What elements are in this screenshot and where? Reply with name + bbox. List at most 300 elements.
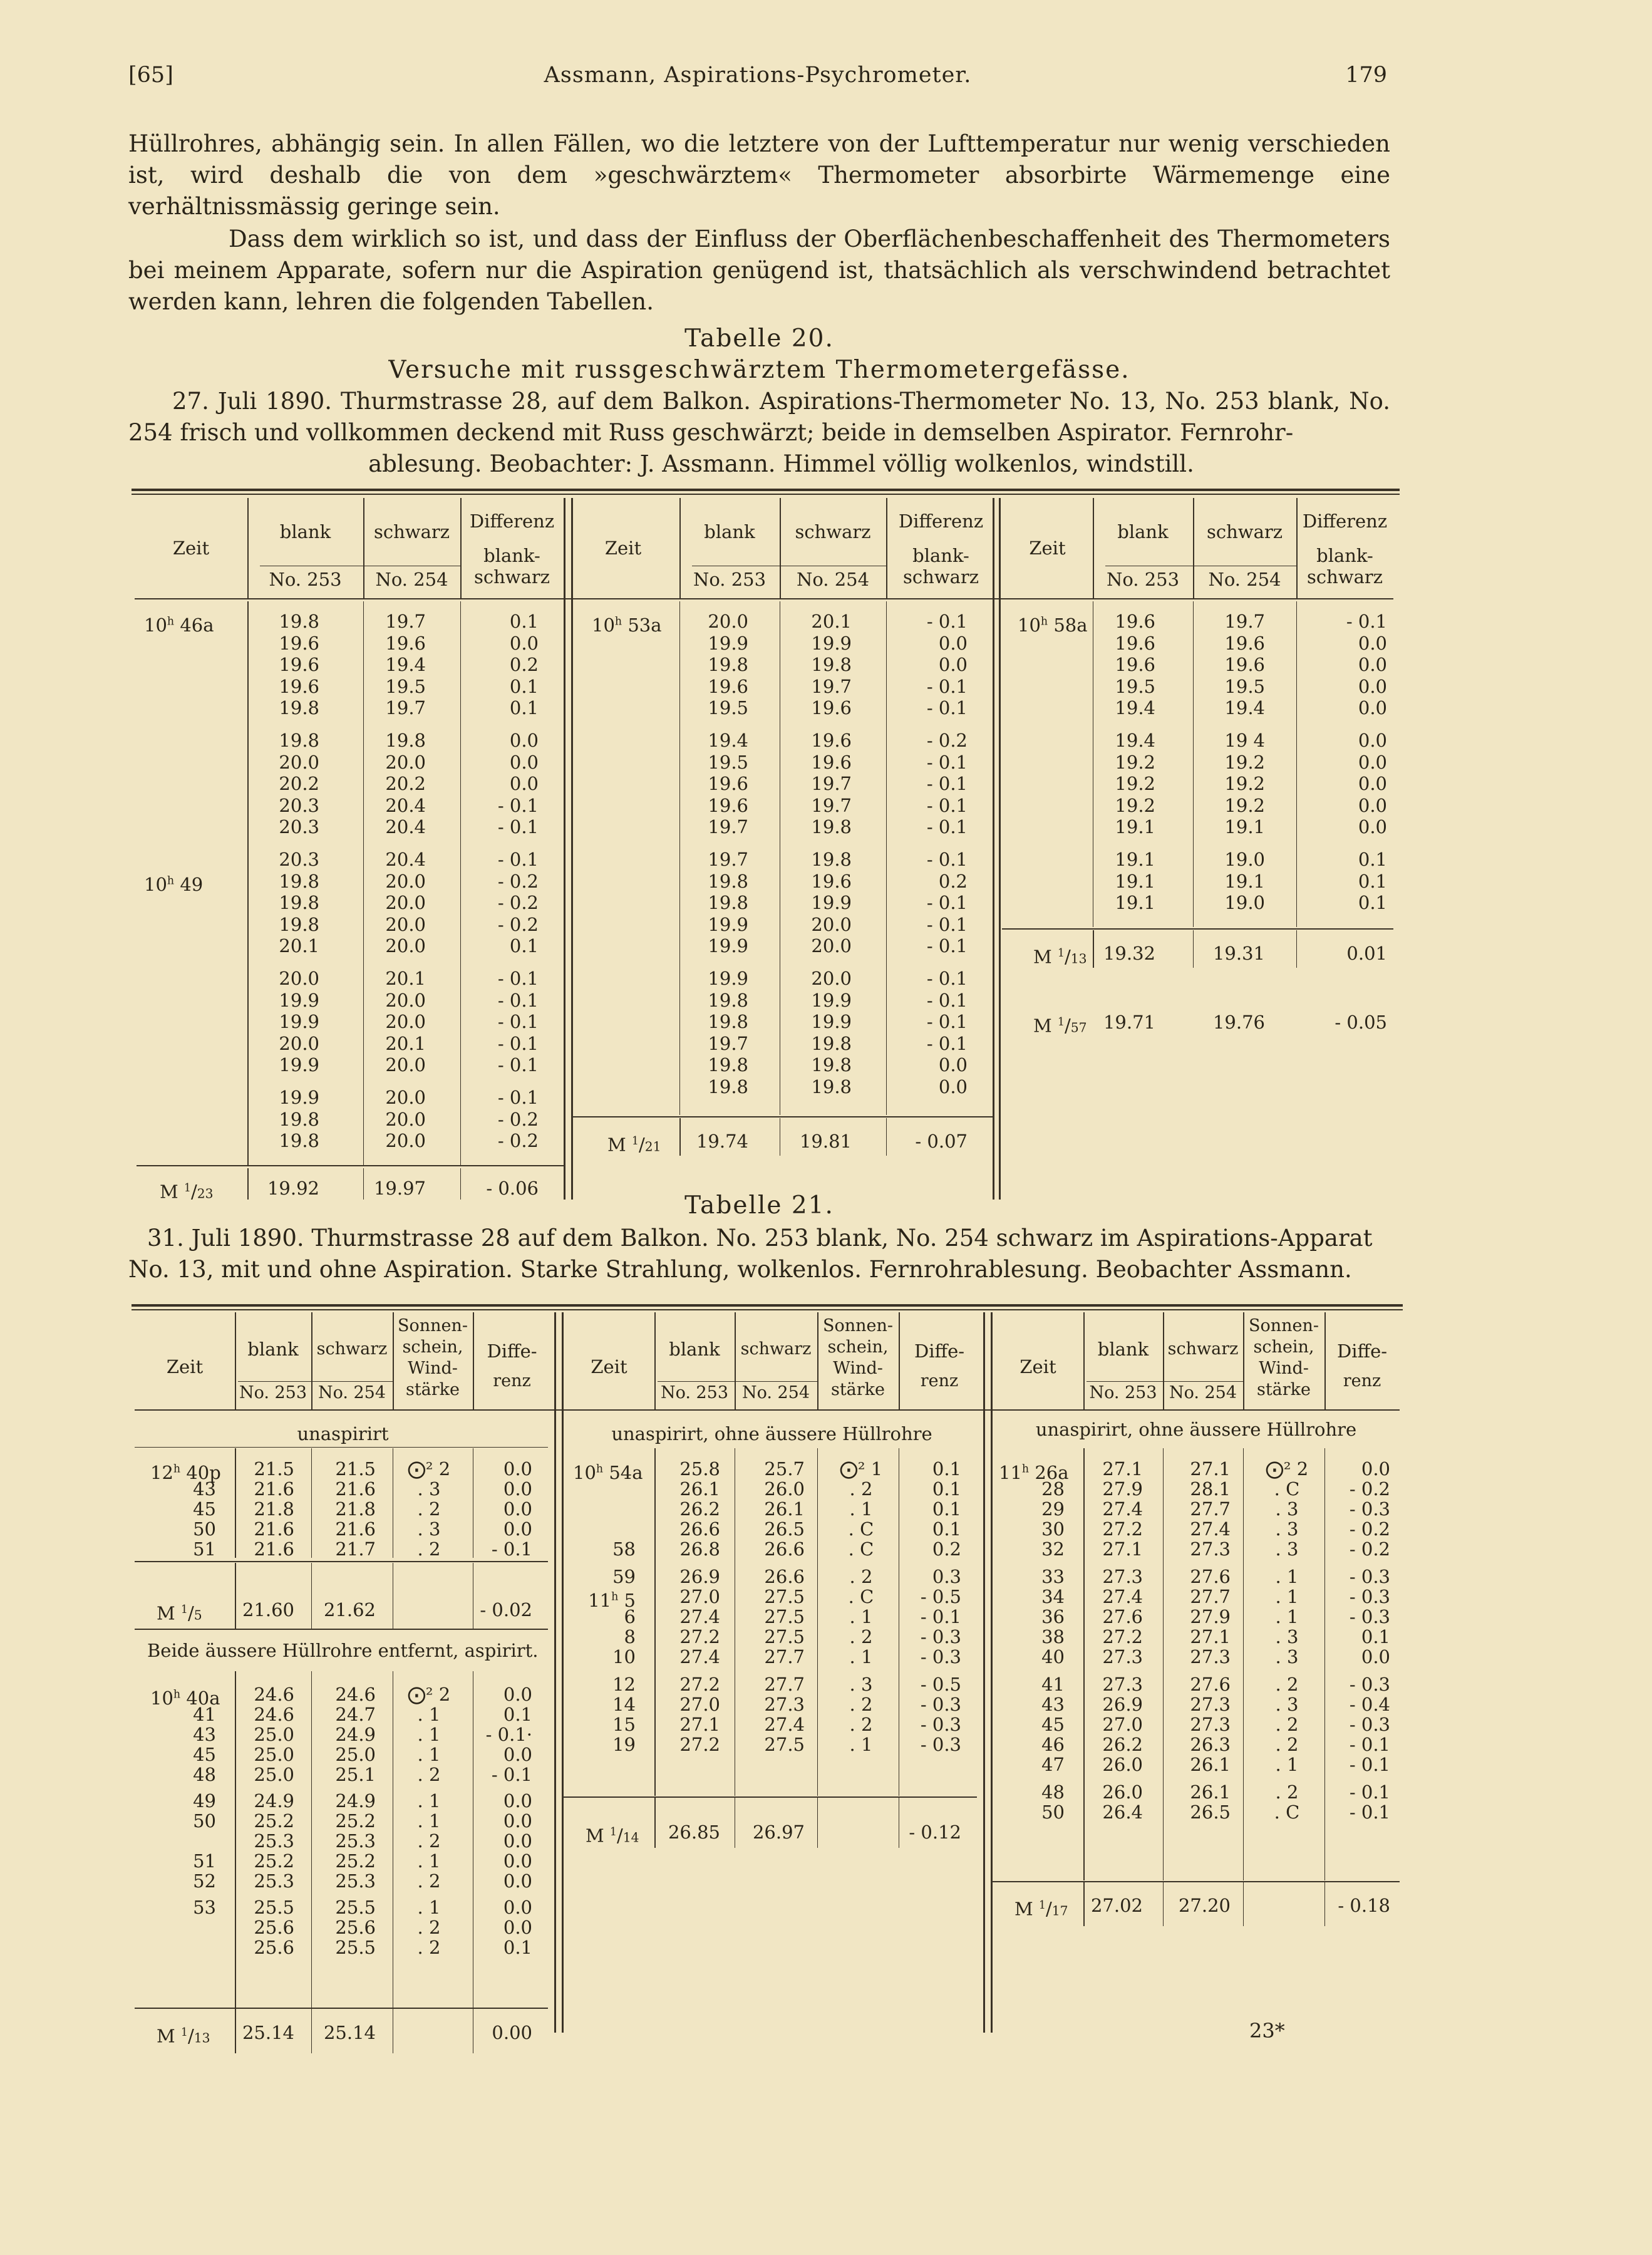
header-renz: renz	[1343, 1371, 1381, 1391]
zeit-cell: 19	[612, 1734, 636, 1755]
schwarz-value: 19.7	[385, 611, 426, 632]
header-renz: renz	[920, 1371, 959, 1391]
differenz-value: 0.0	[938, 632, 968, 654]
blank-value: 19.6	[1115, 611, 1155, 632]
blank-value: 27.2	[679, 1734, 720, 1755]
differenz-value: - 0.1	[926, 849, 968, 870]
differenz-value: - 0.1	[926, 697, 968, 718]
header-zeit: Zeit	[172, 537, 210, 559]
blank-value: 25.0	[254, 1764, 294, 1785]
mean-label: M $^1$/13	[1033, 946, 1087, 968]
zeit-cell: 49	[193, 1790, 216, 1812]
sonnenschein-windstaerke: . 2	[417, 1538, 441, 1560]
schwarz-value: 19.0	[1224, 892, 1265, 913]
differenz-value: - 0.1	[497, 968, 539, 989]
header-sonnen: Sonnen-	[822, 1316, 894, 1335]
mean-differenz: - 0.06	[486, 1178, 539, 1199]
zeit-cell: 46	[1041, 1734, 1065, 1755]
table21-title: Tabelle 21.	[684, 1191, 834, 1220]
column-line	[1083, 1448, 1085, 1880]
blank-value: 27.1	[679, 1714, 720, 1735]
schwarz-value: 27.9	[1190, 1606, 1231, 1627]
blank-value: 26.0	[1102, 1781, 1143, 1803]
schwarz-value: 19.6	[1224, 632, 1265, 654]
header-schwarz-sub: schwarz	[902, 566, 979, 588]
blank-value: 19.5	[1115, 675, 1155, 697]
sonnenschein-windstaerke: . 3	[1275, 1694, 1299, 1715]
blank-value: 21.6	[254, 1478, 294, 1500]
blank-value: 19.6	[1115, 654, 1155, 675]
header-no254: No. 254	[1208, 569, 1281, 590]
schwarz-value: 27.7	[764, 1646, 805, 1667]
rule-line	[564, 1796, 977, 1798]
sonnenschein-windstaerke: . 1	[849, 1646, 873, 1667]
blank-value: 21.8	[254, 1498, 294, 1520]
blank-value: 26.2	[679, 1498, 720, 1520]
column-line	[393, 1312, 394, 1409]
blank-value: 27.3	[1102, 1646, 1143, 1667]
schwarz-value: 26.5	[1190, 1801, 1231, 1823]
blank-value: 25.0	[254, 1744, 294, 1765]
running-title: Assmann, Aspirations-Psychrometer.	[544, 63, 972, 88]
zeit-cell: 51	[193, 1850, 216, 1872]
column-line	[235, 1312, 236, 1409]
differenz-value: - 0.3	[1349, 1606, 1390, 1627]
blank-value: 25.6	[254, 1917, 294, 1938]
sonnenschein-windstaerke: . 2	[1275, 1714, 1299, 1735]
header-schwarz: schwarz	[740, 1339, 812, 1359]
schwarz-value: 19.7	[385, 697, 426, 718]
mean-differenz: - 0.02	[480, 1599, 532, 1620]
schwarz-value: 19.7	[811, 794, 852, 816]
differenz-value: - 0.1	[926, 1032, 968, 1054]
differenz-value: - 0.1	[497, 1054, 539, 1076]
blank-value: 19.6	[279, 654, 319, 675]
table20-subtitle: Versuche mit russgeschwärztem Thermometergefässe.	[388, 356, 1130, 384]
differenz-value: - 0.1	[497, 1032, 539, 1054]
differenz-value: - 0.1	[1346, 611, 1387, 632]
zeit-cell: 10	[612, 1646, 636, 1667]
schwarz-value: 28.1	[1190, 1478, 1231, 1500]
schwarz-value: 19.8	[811, 1054, 852, 1076]
mean-schwarz: 25.14	[323, 2022, 376, 2043]
differenz-value: - 0.1	[926, 773, 968, 794]
column-line	[654, 1448, 656, 1796]
schwarz-value: 19 4	[1224, 730, 1265, 751]
differenz-value: 0.0	[1361, 1458, 1390, 1480]
zeit-cell: 10$^h$ 53a	[592, 614, 662, 636]
differenz-value: - 0.2	[497, 1108, 539, 1130]
header-differenz: Differenz	[469, 511, 555, 532]
differenz-value: - 0.1	[920, 1606, 961, 1627]
schwarz-value: 20.0	[385, 892, 426, 913]
zeit-cell: 45	[193, 1744, 216, 1765]
schwarz-value: 27.7	[1190, 1586, 1231, 1607]
blank-value: 20.3	[279, 849, 319, 870]
header-no253: No. 253	[1106, 569, 1180, 590]
blank-value: 19.5	[708, 751, 748, 773]
zeit-cell: 12	[612, 1674, 636, 1695]
blank-value: 26.9	[1102, 1694, 1143, 1715]
sonnenschein-windstaerke: . 2	[417, 1830, 441, 1852]
rule-line	[135, 2008, 548, 2009]
header-diffe: Diffe-	[1336, 1340, 1388, 1362]
blank-value: 27.3	[1102, 1566, 1143, 1587]
blank-value: 19.9	[708, 632, 748, 654]
table21-caption-last: No. 13, mit und ohne Aspiration. Starke Strahlung, wolkenlos. Fernrohrablesung. Beobachter Assmann.	[128, 1256, 1352, 1283]
schwarz-value: 20.0	[385, 1011, 426, 1032]
blank-value: 27.2	[679, 1674, 720, 1695]
mean-schwarz: 19.31	[1212, 943, 1265, 964]
sonnenschein-windstaerke: . 3	[1275, 1538, 1299, 1560]
rule-line	[993, 1881, 1400, 1882]
schwarz-value: 19.8	[811, 654, 852, 675]
differenz-value: 0.0	[1358, 730, 1387, 751]
sonnenschein-windstaerke: . 3	[1275, 1518, 1299, 1540]
schwarz-value: 25.5	[335, 1897, 376, 1918]
mean-schwarz: 26.97	[752, 1822, 805, 1843]
header-staerke: stärke	[1256, 1380, 1311, 1399]
blank-value: 26.9	[679, 1566, 720, 1587]
schwarz-value: 19.6	[1224, 654, 1265, 675]
schwarz-value: 19.6	[811, 730, 852, 751]
blank-value: 19.9	[279, 1054, 319, 1076]
mean-differenz: - 0.12	[909, 1822, 961, 1843]
blank-value: 24.6	[254, 1704, 294, 1725]
schwarz-value: 26.5	[764, 1518, 805, 1540]
differenz-value: 0.0	[938, 1054, 968, 1076]
header-no253: No. 253	[239, 1383, 307, 1402]
differenz-value: - 0.3	[1349, 1586, 1390, 1607]
header-schwarz: schwarz	[795, 521, 871, 542]
differenz-value: 0.0	[1358, 632, 1387, 654]
differenz-value: 0.0	[503, 1897, 532, 1918]
differenz-value: - 0.2	[497, 913, 539, 935]
differenz-value: 0.1	[509, 611, 539, 632]
blank-value: 19.4	[708, 730, 748, 751]
zeit-cell: 8	[624, 1626, 636, 1647]
header-blank: blank	[1117, 521, 1169, 542]
blank-value: 27.9	[1102, 1478, 1143, 1500]
zeit-cell: 10$^h$ 54a	[573, 1461, 643, 1483]
differenz-value: 0.1	[1358, 892, 1387, 913]
column-line	[235, 1563, 236, 1629]
differenz-value: - 0.2	[1349, 1518, 1390, 1540]
column-line	[1243, 1448, 1244, 1880]
blank-value: 19.7	[708, 849, 748, 870]
sonnenschein-windstaerke: . 1	[417, 1897, 441, 1918]
zeit-cell: 45	[193, 1498, 216, 1520]
column-line	[899, 1312, 900, 1409]
sonnenschein-windstaerke: . 2	[1275, 1674, 1299, 1695]
blank-value: 19.8	[708, 870, 748, 892]
blank-value: 19.8	[279, 913, 319, 935]
blank-value: 20.0	[279, 751, 319, 773]
rule-line	[1087, 1381, 1243, 1382]
differenz-value: 0.0	[509, 751, 539, 773]
mean-label: M $^1$/23	[160, 1181, 214, 1203]
zeit-cell: 41	[193, 1704, 216, 1725]
schwarz-value: 27.5	[764, 1626, 805, 1647]
schwarz-value: 25.5	[335, 1937, 376, 1958]
differenz-value: 0.0	[503, 1810, 532, 1832]
differenz-value: - 0.1	[926, 611, 968, 632]
schwarz-value: 19.8	[811, 816, 852, 837]
blank-value: 27.2	[1102, 1626, 1143, 1647]
differenz-value: - 0.2	[1349, 1478, 1390, 1500]
blank-value: 19.8	[708, 1076, 748, 1097]
rule-line	[238, 1381, 393, 1382]
blank-value: 19.4	[1115, 730, 1155, 751]
differenz-value: 0.0	[503, 1478, 532, 1500]
blank-value: 27.2	[1102, 1518, 1143, 1540]
schwarz-value: 20.0	[385, 1087, 426, 1108]
differenz-value: 0.0	[938, 654, 968, 675]
column-line	[311, 2009, 312, 2053]
zeit-cell: 52	[193, 1870, 216, 1892]
schwarz-value: 27.1	[1190, 1458, 1231, 1480]
sonnenschein-windstaerke: . 1	[849, 1734, 873, 1755]
sonnenschein-windstaerke: . 2	[1275, 1781, 1299, 1803]
blank-value: 19.1	[1115, 816, 1155, 837]
header-blank: blank	[247, 1339, 299, 1360]
differenz-value: - 0.2	[497, 870, 539, 892]
sonnenschein-windstaerke: . 1	[417, 1790, 441, 1812]
sonnenschein-windstaerke: . 1	[1275, 1566, 1299, 1587]
blank-value: 27.4	[679, 1646, 720, 1667]
sonnenschein-windstaerke: . 1	[1275, 1606, 1299, 1627]
differenz-value: 0.2	[932, 1538, 961, 1560]
blank-value: 26.4	[1102, 1801, 1143, 1823]
column-line	[817, 1312, 818, 1409]
blank-value: 24.6	[254, 1684, 294, 1705]
schwarz-value: 19.6	[385, 632, 426, 654]
schwarz-value: 21.6	[335, 1478, 376, 1500]
schwarz-value: 19.5	[1224, 675, 1265, 697]
mean-blank: 21.60	[242, 1599, 294, 1620]
header-zeit: Zeit	[1029, 537, 1066, 559]
zeit-cell: 33	[1041, 1566, 1065, 1587]
differenz-value: - 0.1	[497, 794, 539, 816]
schwarz-value: 19.8	[811, 849, 852, 870]
blank-value: 25.3	[254, 1830, 294, 1852]
blank-value: 26.1	[679, 1478, 720, 1500]
zeit-cell: 47	[1041, 1754, 1065, 1775]
differenz-value: - 0.1	[1349, 1801, 1390, 1823]
differenz-value: - 0.1	[926, 968, 968, 989]
sonnenschein-windstaerke: ⨀² 2	[407, 1684, 451, 1705]
blank-value: 26.8	[679, 1538, 720, 1560]
mean-total-schwarz: 19.76	[1212, 1012, 1265, 1033]
header-zeit: Zeit	[591, 1356, 627, 1377]
sonnenschein-windstaerke: . 3	[1275, 1498, 1299, 1520]
schwarz-value: 27.3	[764, 1694, 805, 1715]
schwarz-value: 21.7	[335, 1538, 376, 1560]
sonnenschein-windstaerke: . 2	[417, 1870, 441, 1892]
schwarz-value: 20.0	[385, 913, 426, 935]
mean-blank: 19.32	[1103, 943, 1155, 964]
differenz-value: - 0.2	[926, 730, 968, 751]
schwarz-value: 19.4	[1224, 697, 1265, 718]
zeit-cell: 34	[1041, 1586, 1065, 1607]
blank-value: 27.3	[1102, 1674, 1143, 1695]
table20-title: Tabelle 20.	[684, 324, 834, 353]
differenz-value: - 0.1	[926, 751, 968, 773]
mean-schwarz: 19.81	[799, 1131, 852, 1152]
differenz-value: - 0.1	[1349, 1754, 1390, 1775]
column-line	[554, 1312, 556, 2033]
header-no254: No. 254	[796, 569, 870, 590]
column-line	[1324, 1448, 1325, 1880]
differenz-value: - 0.1	[926, 935, 968, 956]
schwarz-value: 19.7	[1224, 611, 1265, 632]
table20-caption-last: ablesung. Beobachter: J. Assmann. Himmel völlig wolkenlos, windstill.	[368, 450, 1194, 477]
schwarz-value: 19.2	[1224, 773, 1265, 794]
note-hullrohre-entfernt: Beide äussere Hüllrohre entfernt, aspirirt.	[147, 1640, 539, 1661]
blank-value: 19.8	[708, 892, 748, 913]
blank-value: 25.6	[254, 1937, 294, 1958]
schwarz-value: 19.9	[811, 989, 852, 1011]
schwarz-value: 19.7	[811, 773, 852, 794]
blank-value: 19.9	[708, 913, 748, 935]
differenz-value: 0.1	[932, 1498, 961, 1520]
sonnenschein-windstaerke: . 2	[849, 1478, 873, 1500]
mean-differenz: 0.00	[492, 2022, 532, 2043]
blank-value: 20.3	[279, 816, 319, 837]
zeit-cell: 12$^h$ 40p	[150, 1461, 221, 1483]
differenz-value: - 0.3	[1349, 1714, 1390, 1735]
differenz-value: 0.1	[1361, 1626, 1390, 1647]
header-no254: No. 254	[741, 1383, 810, 1402]
sonnenschein-windstaerke: . C	[1274, 1801, 1300, 1823]
header-no253: No. 253	[269, 569, 342, 590]
mean-label: M $^1$/5	[157, 1602, 202, 1624]
intro-paragraph-1: Hüllrohres, abhängig sein. In allen Fällen, wo die letztere von der Lufttemperatur nur wenig verschieden ist, wird deshalb die von dem »geschwärztem« Thermometer absorbirte Wärmemenge eine verhältnissmässig geringe sein.	[128, 130, 1390, 220]
header-wind: Wind-	[408, 1359, 458, 1378]
mean-blank: 27.02	[1090, 1895, 1143, 1916]
blank-value: 25.8	[679, 1458, 720, 1480]
blank-value: 19.8	[279, 1130, 319, 1151]
sonnenschein-windstaerke: . 1	[1275, 1586, 1299, 1607]
zeit-cell: 11$^h$ 5	[588, 1589, 636, 1611]
schwarz-value: 20.4	[385, 849, 426, 870]
differenz-value: 0.0	[1358, 773, 1387, 794]
differenz-value: - 0.3	[1349, 1674, 1390, 1695]
zeit-cell: 43	[1041, 1694, 1065, 1715]
differenz-value: - 0.1	[926, 794, 968, 816]
differenz-value: 0.0	[503, 1518, 532, 1540]
blank-value: 27.0	[1102, 1714, 1143, 1735]
blank-value: 25.0	[254, 1724, 294, 1745]
blank-value: 27.6	[1102, 1606, 1143, 1627]
header-staerke: stärke	[830, 1380, 885, 1399]
schwarz-value: 25.2	[335, 1810, 376, 1832]
differenz-value: 0.0	[503, 1458, 532, 1480]
blank-value: 19.1	[1115, 849, 1155, 870]
header-no253: No. 253	[693, 569, 767, 590]
header-blank: blank	[669, 1339, 720, 1360]
differenz-value: 0.0	[503, 1830, 532, 1852]
differenz-value: 0.0	[503, 1790, 532, 1812]
differenz-value: 0.1	[932, 1478, 961, 1500]
blank-value: 19.2	[1115, 751, 1155, 773]
schwarz-value: 20.4	[385, 816, 426, 837]
schwarz-value: 24.6	[335, 1684, 376, 1705]
zeit-cell: 40	[1041, 1646, 1065, 1667]
mean-total-differenz: - 0.05	[1335, 1012, 1387, 1033]
sonnenschein-windstaerke: . 3	[849, 1674, 873, 1695]
differenz-value: - 0.1	[497, 849, 539, 870]
schwarz-value: 21.8	[335, 1498, 376, 1520]
page-bracket-number: [65]	[128, 63, 173, 88]
blank-value: 19.8	[708, 1054, 748, 1076]
schwarz-value: 26.1	[1190, 1781, 1231, 1803]
schwarz-value: 20.1	[385, 1032, 426, 1054]
column-line	[654, 1798, 656, 1848]
sonnenschein-windstaerke: . 1	[417, 1810, 441, 1832]
header-schwarz-sub: schwarz	[1306, 566, 1383, 588]
blank-value: 19.6	[708, 794, 748, 816]
header-no253: No. 253	[660, 1383, 729, 1402]
schwarz-value: 19.6	[811, 870, 852, 892]
schwarz-value: 19.6	[811, 697, 852, 718]
schwarz-value: 19.0	[1224, 849, 1265, 870]
schwarz-value: 19.1	[1224, 816, 1265, 837]
sonnenschein-windstaerke: . 2	[849, 1694, 873, 1715]
schwarz-value: 26.1	[1190, 1754, 1231, 1775]
header-schein: schein,	[827, 1337, 889, 1357]
differenz-value: - 0.1·	[485, 1724, 532, 1745]
blank-value: 19.2	[1115, 794, 1155, 816]
blank-value: 19.8	[708, 1011, 748, 1032]
sonnenschein-windstaerke: . 1	[849, 1498, 873, 1520]
rule-line	[135, 1561, 548, 1562]
differenz-value: 0.0	[503, 1850, 532, 1872]
zeit-cell: 38	[1041, 1626, 1065, 1647]
zeit-cell: 53	[193, 1897, 216, 1918]
mean-differenz: - 0.18	[1338, 1895, 1390, 1916]
header-no254: No. 254	[375, 569, 448, 590]
zeit-cell: 10$^h$ 58a	[1018, 614, 1088, 636]
schwarz-value: 20.0	[811, 935, 852, 956]
differenz-value: 0.0	[503, 1870, 532, 1892]
rule-line	[132, 1304, 1403, 1307]
schwarz-value: 24.9	[335, 1724, 376, 1745]
differenz-value: - 0.3	[920, 1714, 961, 1735]
zeit-cell: 50	[1041, 1801, 1065, 1823]
header-schwarz-sub: schwarz	[473, 566, 550, 588]
blank-value: 25.2	[254, 1850, 294, 1872]
column-line	[311, 1312, 312, 1409]
mean-label: M $^1$/21	[607, 1134, 661, 1156]
differenz-value: 0.1	[503, 1937, 532, 1958]
header-zeit: Zeit	[166, 1356, 204, 1377]
header-diffe: Diffe-	[914, 1340, 965, 1362]
blank-value: 19.8	[279, 1108, 319, 1130]
rule-line	[658, 1381, 817, 1382]
differenz-value: - 0.2	[497, 892, 539, 913]
mean-blank: 19.92	[267, 1178, 319, 1199]
header-blank-minus: blank-	[912, 545, 969, 566]
blank-value: 19.1	[1115, 892, 1155, 913]
blank-value: 19.9	[279, 989, 319, 1011]
blank-value: 21.6	[254, 1538, 294, 1560]
differenz-value: - 0.1	[497, 816, 539, 837]
differenz-value: 0.1	[1358, 849, 1387, 870]
differenz-value: 0.0	[1358, 794, 1387, 816]
schwarz-value: 25.0	[335, 1744, 376, 1765]
differenz-value: 0.0	[1358, 697, 1387, 718]
